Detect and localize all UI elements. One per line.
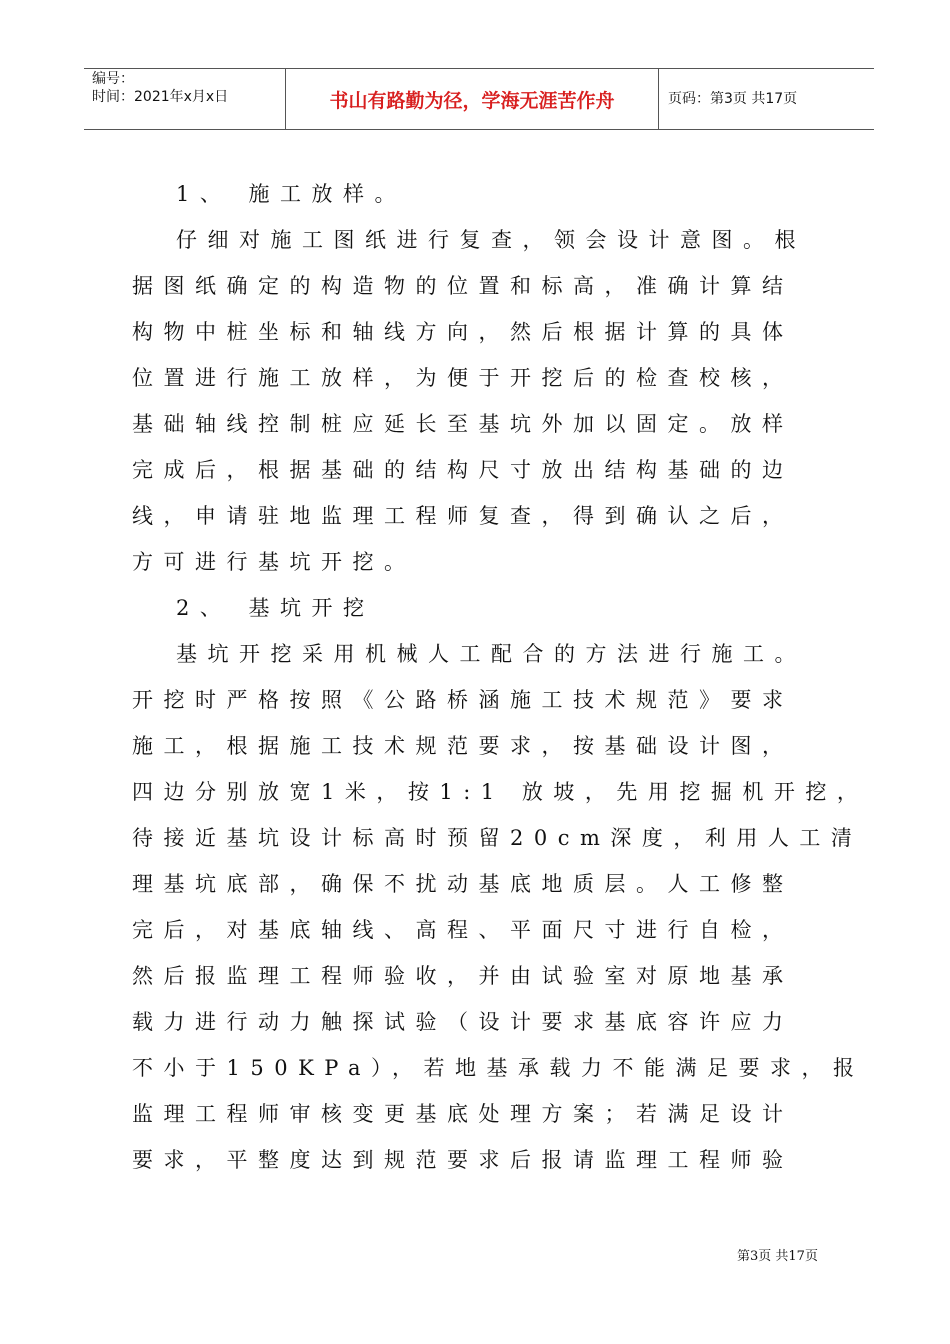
heading-foundation-excavation: 2、 基坑开挖 (176, 596, 375, 620)
text-line: 位置进行施工放样，为便于开挖后的检查校核， (132, 366, 794, 390)
text-line: 要求，平整度达到规范要求后报请监理工程师验 (132, 1148, 794, 1172)
text-line: 载力进行动力触探试验（设计要求基底容许应力 (132, 1010, 794, 1034)
page-footer: 第3页 共17页 (737, 1249, 818, 1264)
text-line: 不小于150KPa），若地基承载力不能满足要求，报 (132, 1056, 865, 1080)
text-line: 仔细对施工图纸进行复查，领会设计意图。根 (176, 228, 806, 252)
motto-text: 书山有路勤为径，学海无涯苦作舟 (329, 90, 615, 112)
text-line: 基础轴线控制桩应延长至基坑外加以固定。放样 (132, 412, 794, 436)
text-line: 据图纸确定的构造物的位置和标高，准确计算结 (132, 274, 794, 298)
text-line: 线，申请驻地监理工程师复查，得到确认之后， (132, 504, 794, 528)
text-line: 完成后，根据基础的结构尺寸放出结构基础的边 (132, 458, 794, 482)
text-line: 监理工程师审核变更基底处理方案；若满足设计 (132, 1102, 794, 1126)
text-line: 开挖时严格按照《公路桥涵施工技术规范》要求 (132, 688, 794, 712)
text-line: 理基坑底部，确保不扰动基底地质层。人工修整 (132, 872, 794, 896)
text-line: 完后，对基底轴线、高程、平面尺寸进行自检， (132, 918, 794, 942)
heading-construction-layout: 1、 施工放样。 (176, 182, 407, 206)
serial-number-label: 编号： (92, 71, 134, 87)
text-line: 方可进行基坑开挖。 (132, 550, 416, 574)
text-line: 然后报监理工程师验收，并由试验室对原地基承 (132, 964, 794, 988)
text-line: 构物中桩坐标和轴线方向，然后根据计算的具体 (132, 320, 794, 344)
header-page-info: 页码：第3页 共17页 (668, 91, 798, 107)
text-line: 基坑开挖采用机械人工配合的方法进行施工。 (176, 642, 806, 666)
date-label: 时间：2021年x月x日 (92, 89, 229, 105)
text-line: 四边分别放宽1米，按1:1 放坡，先用挖掘机开挖， (132, 780, 869, 804)
text-line: 施工，根据施工技术规范要求，按基础设计图， (132, 734, 794, 758)
text-line: 待接近基坑设计标高时预留20cm深度，利用人工清 (132, 826, 863, 850)
